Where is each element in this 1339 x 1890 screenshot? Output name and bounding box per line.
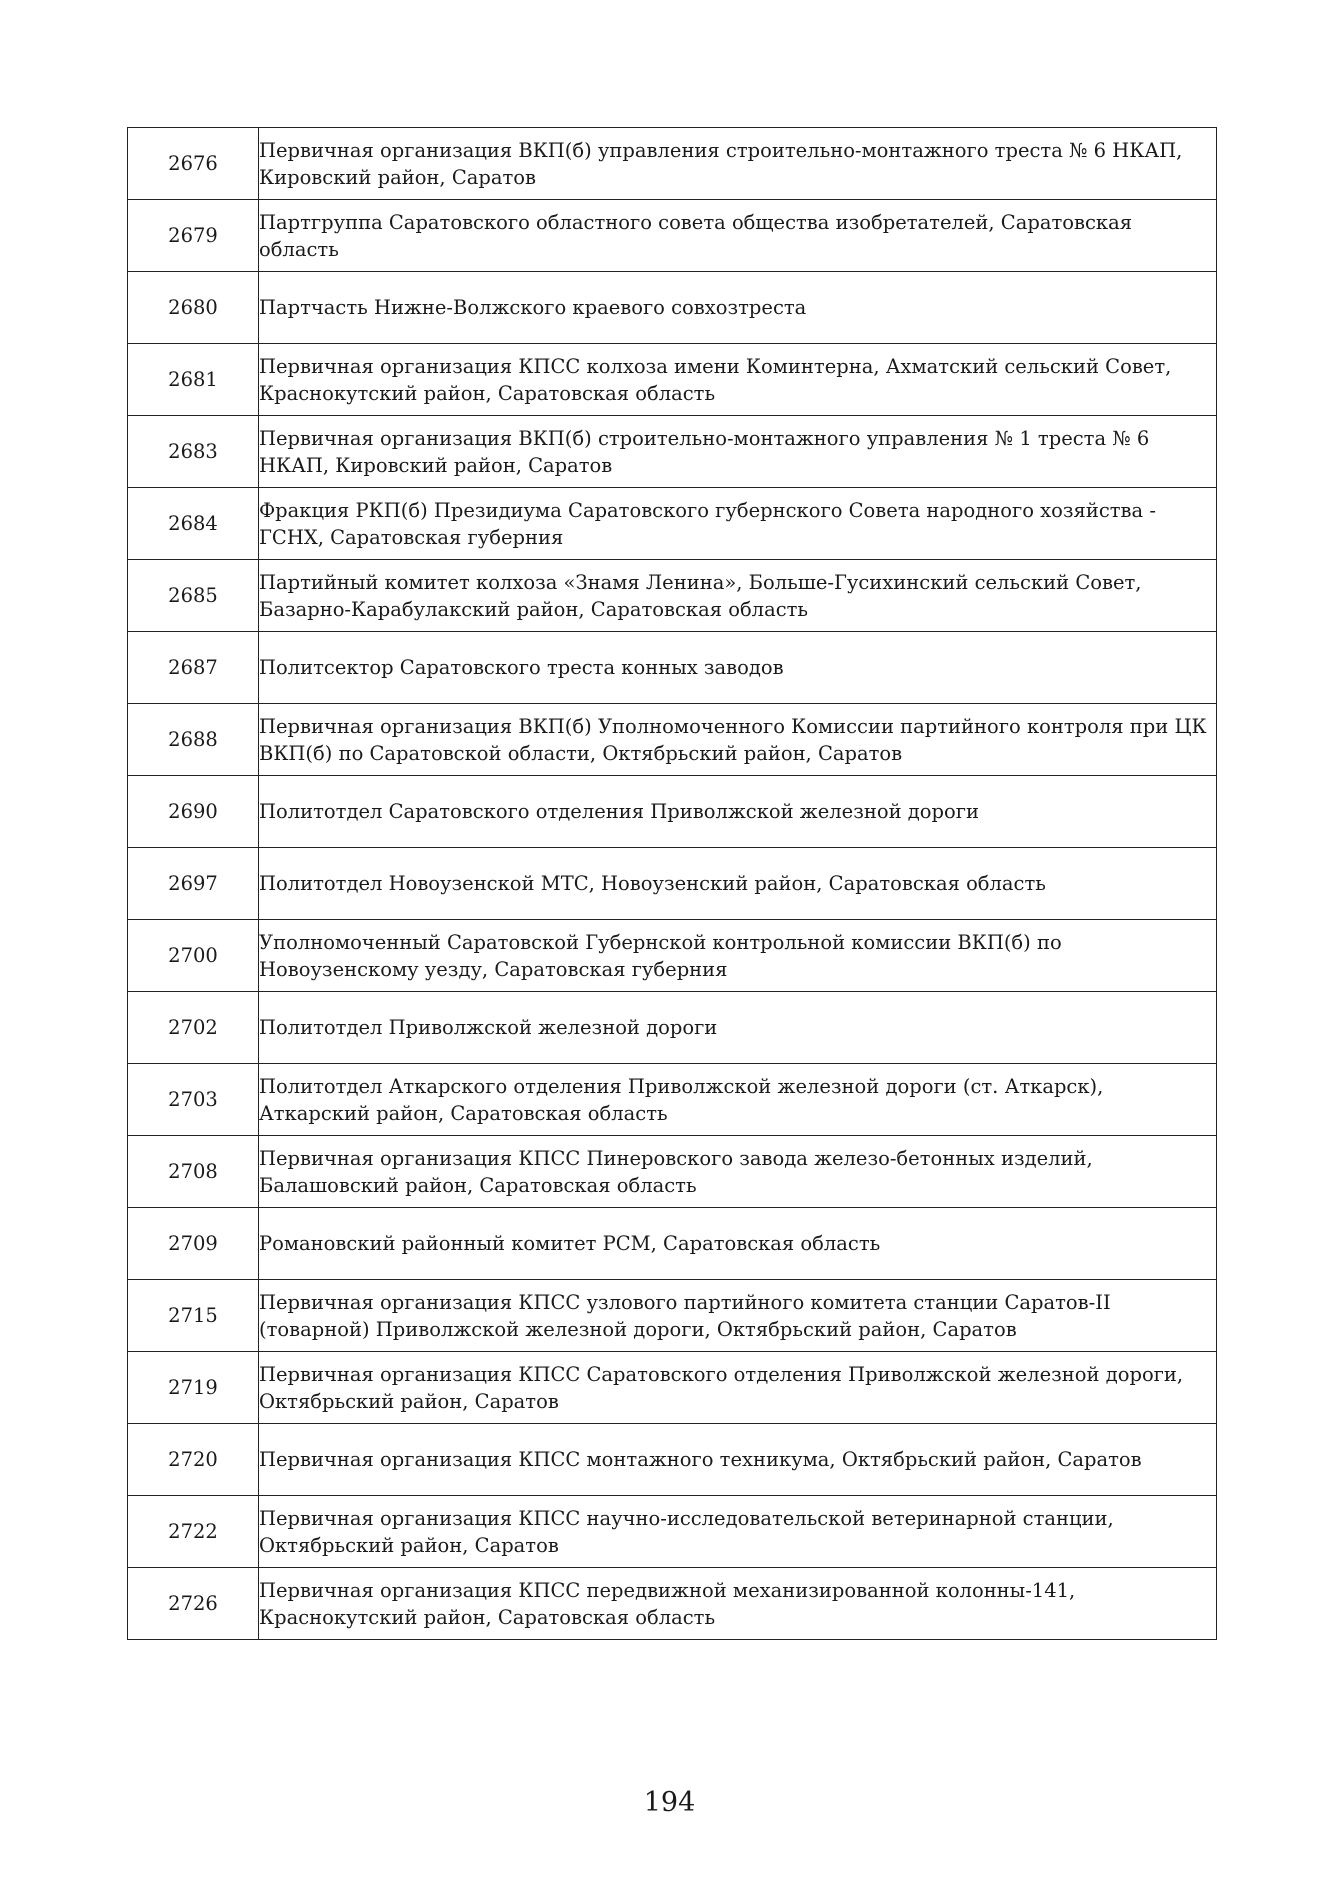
fund-title: Политотдел Аткарского отделения Приволжской железной дороги (ст. Аткарск), Аткарский район, Саратовская область <box>259 1064 1217 1136</box>
fund-title: Первичная организация ВКП(б) Уполномоченного Комиссии партийного контроля при ЦК ВКП(б) по Саратовской области, Октябрьский район, Саратов <box>259 704 1217 776</box>
table-row <box>128 272 1217 344</box>
fund-number: 2679 <box>128 200 259 272</box>
fund-number: 2700 <box>128 920 259 992</box>
table-row <box>128 1208 1217 1280</box>
fund-number: 2685 <box>128 560 259 632</box>
fund-title: Фракция РКП(б) Президиума Саратовского губернского Совета народного хозяйства - ГСНХ, Саратовская губерния <box>259 488 1217 560</box>
fund-number: 2722 <box>128 1496 259 1568</box>
table-row <box>128 200 1217 272</box>
table-row <box>128 848 1217 920</box>
table-row <box>128 128 1217 200</box>
table-row <box>128 920 1217 992</box>
page-number: 194 <box>643 1787 696 1818</box>
fund-title: Первичная организация КПСС научно-исследовательской ветеринарной станции, Октябрьский район, Саратов <box>259 1496 1217 1568</box>
fund-number: 2680 <box>128 272 259 344</box>
table-row <box>128 992 1217 1064</box>
fund-title: Политотдел Саратовского отделения Приволжской железной дороги <box>259 776 1217 848</box>
fund-number: 2726 <box>128 1568 259 1640</box>
fund-title: Политотдел Новоузенской МТС, Новоузенский район, Саратовская область <box>259 848 1217 920</box>
fund-title: Партгруппа Саратовского областного совета общества изобретателей, Саратовская область <box>259 200 1217 272</box>
fund-table <box>127 127 1217 1640</box>
table-row <box>128 344 1217 416</box>
fund-number: 2684 <box>128 488 259 560</box>
table-row <box>128 704 1217 776</box>
fund-title: Первичная организация ВКП(б) управления строительно-монтажного треста № 6 НКАП, Кировский район, Саратов <box>259 128 1217 200</box>
table-row <box>128 1352 1217 1424</box>
table-row <box>128 1064 1217 1136</box>
table-row <box>128 776 1217 848</box>
table-row <box>128 1568 1217 1640</box>
fund-title: Первичная организация КПСС Саратовского отделения Приволжской железной дороги, Октябрьский район, Саратов <box>259 1352 1217 1424</box>
fund-number: 2697 <box>128 848 259 920</box>
fund-title: Романовский районный комитет РСМ, Саратовская область <box>259 1208 1217 1280</box>
fund-title: Первичная организация КПСС монтажного техникума, Октябрьский район, Саратов <box>259 1424 1217 1496</box>
fund-title: Первичная организация КПСС Пинеровского завода железо-бетонных изделий, Балашовский район, Саратовская область <box>259 1136 1217 1208</box>
table-row <box>128 488 1217 560</box>
fund-title: Политотдел Приволжской железной дороги <box>259 992 1217 1064</box>
table-row <box>128 1424 1217 1496</box>
table-row <box>128 1136 1217 1208</box>
fund-number: 2690 <box>128 776 259 848</box>
fund-number: 2676 <box>128 128 259 200</box>
fund-number: 2719 <box>128 1352 259 1424</box>
fund-table-body <box>128 128 1217 1640</box>
fund-number: 2687 <box>128 632 259 704</box>
fund-number: 2708 <box>128 1136 259 1208</box>
table-row <box>128 1280 1217 1352</box>
table-row <box>128 632 1217 704</box>
fund-number: 2709 <box>128 1208 259 1280</box>
fund-title: Первичная организация КПСС передвижной механизированной колонны-141, Краснокутский район, Саратовская область <box>259 1568 1217 1640</box>
fund-title: Партчасть Нижне-Волжского краевого совхозтреста <box>259 272 1217 344</box>
table-row <box>128 560 1217 632</box>
fund-title: Уполномоченный Саратовской Губернской контрольной комиссии ВКП(б) по Новоузенскому уезду, Саратовская губерния <box>259 920 1217 992</box>
fund-number: 2715 <box>128 1280 259 1352</box>
fund-title: Первичная организация ВКП(б) строительно-монтажного управления № 1 треста № 6 НКАП, Кировский район, Саратов <box>259 416 1217 488</box>
fund-number: 2683 <box>128 416 259 488</box>
fund-title: Партийный комитет колхоза «Знамя Ленина», Больше-Гусихинский сельский Совет, Базарно-Карабулакский район, Саратовская область <box>259 560 1217 632</box>
fund-number: 2688 <box>128 704 259 776</box>
table-row <box>128 416 1217 488</box>
fund-number: 2720 <box>128 1424 259 1496</box>
fund-number: 2681 <box>128 344 259 416</box>
fund-title: Первичная организация КПСС колхоза имени Коминтерна, Ахматский сельский Совет, Краснокутский район, Саратовская область <box>259 344 1217 416</box>
table-row <box>128 1496 1217 1568</box>
fund-title: Первичная организация КПСС узлового партийного комитета станции Саратов-II (товарной) Приволжской железной дороги, Октябрьский район, Саратов <box>259 1280 1217 1352</box>
fund-number: 2702 <box>128 992 259 1064</box>
fund-title: Политсектор Саратовского треста конных заводов <box>259 632 1217 704</box>
fund-number: 2703 <box>128 1064 259 1136</box>
